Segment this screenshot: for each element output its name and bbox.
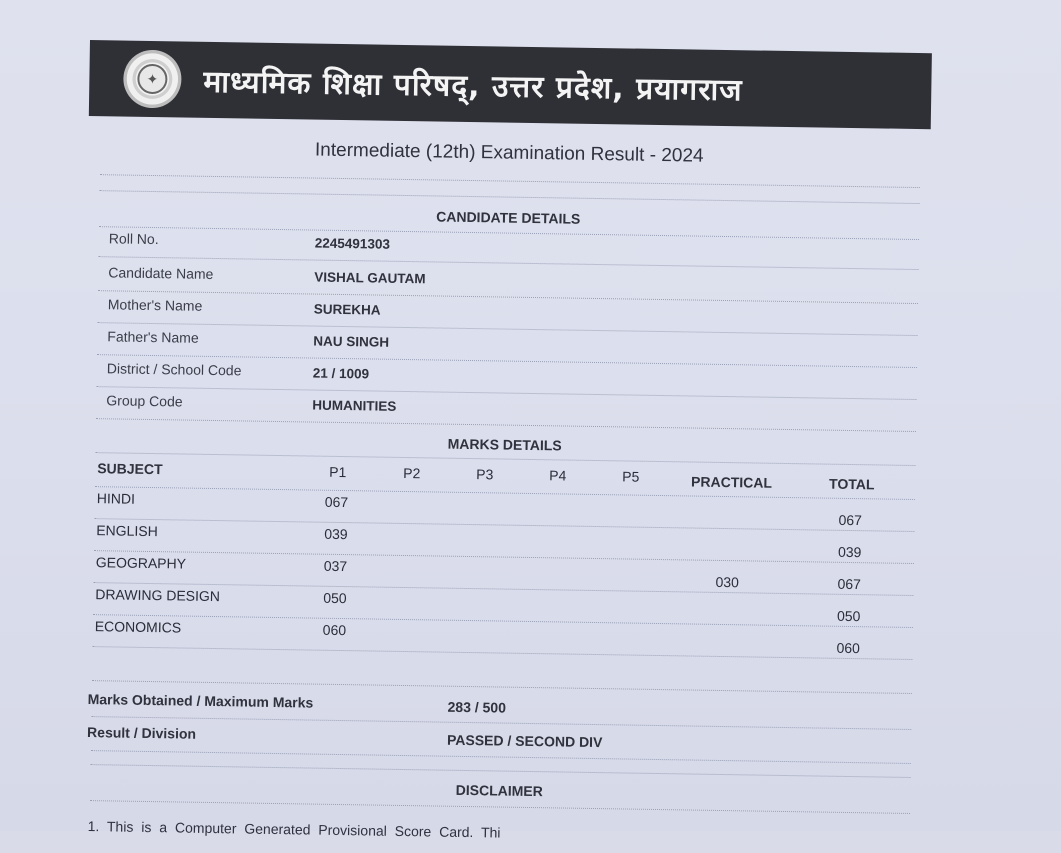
subject-cell: GEOGRAPHY bbox=[95, 554, 187, 572]
district-school-value: 21 / 1009 bbox=[312, 365, 370, 382]
subject-cell: ECONOMICS bbox=[94, 618, 182, 636]
marks-obtained-label: Marks Obtained / Maximum Marks bbox=[87, 691, 314, 711]
divider bbox=[100, 190, 920, 204]
group-code-value: HUMANITIES bbox=[312, 397, 397, 414]
disclaimer-title: DISCLAIMER bbox=[455, 781, 543, 800]
subject-cell: DRAWING DESIGN bbox=[95, 586, 221, 605]
father-name-value: NAU SINGH bbox=[313, 333, 390, 350]
total-cell: 060 bbox=[836, 639, 861, 657]
subject-cell: HINDI bbox=[96, 490, 136, 507]
column-header: TOTAL bbox=[828, 475, 875, 493]
divider bbox=[100, 174, 920, 188]
p1-cell: 060 bbox=[322, 621, 347, 639]
result-sheet bbox=[77, 40, 931, 853]
column-header: P5 bbox=[622, 468, 640, 485]
marks-obtained-value: 283 / 500 bbox=[447, 698, 507, 716]
mother-name-value: SUREKHA bbox=[313, 301, 381, 318]
result-division-label: Result / Division bbox=[87, 724, 197, 742]
board-name: माध्यमिक शिक्षा परिषद्, उत्तर प्रदेश, प्रयागराज bbox=[203, 64, 743, 108]
column-header: PRACTICAL bbox=[691, 473, 773, 491]
p1-cell: 039 bbox=[324, 525, 348, 543]
disclaimer-text: 1. This is a Computer Generated Provisional Score Card. Thi bbox=[87, 818, 501, 841]
field-label: Roll No. bbox=[108, 230, 159, 248]
candidate-name-value: VISHAL GAUTAM bbox=[314, 269, 426, 287]
total-cell: 067 bbox=[837, 575, 862, 593]
column-header: SUBJECT bbox=[97, 460, 163, 478]
p1-cell: 037 bbox=[323, 557, 348, 575]
field-label: Mother's Name bbox=[107, 296, 203, 314]
emblem-icon: ✦ bbox=[137, 64, 167, 94]
column-header: P4 bbox=[549, 467, 567, 484]
column-header: P3 bbox=[476, 466, 494, 483]
field-label: Group Code bbox=[106, 392, 183, 410]
header-bar bbox=[89, 40, 932, 129]
column-header: P2 bbox=[403, 464, 421, 482]
roll-no-value: 2245491303 bbox=[314, 235, 391, 252]
marks-section-title: MARKS DETAILS bbox=[447, 435, 562, 454]
candidate-section-title: CANDIDATE DETAILS bbox=[436, 208, 581, 227]
exam-title: Intermediate (12th) Examination Result - 2024 bbox=[314, 139, 704, 167]
total-cell: 039 bbox=[837, 543, 862, 561]
field-label: Candidate Name bbox=[108, 264, 214, 282]
total-cell: 050 bbox=[836, 607, 861, 625]
subject-cell: ENGLISH bbox=[96, 522, 158, 540]
field-label: District / School Code bbox=[106, 360, 242, 379]
p1-cell: 067 bbox=[324, 493, 349, 511]
board-logo-icon bbox=[123, 50, 182, 109]
result-division-value: PASSED / SECOND DIV bbox=[446, 731, 603, 751]
practical-cell: 030 bbox=[715, 573, 740, 591]
divider bbox=[91, 764, 911, 778]
total-cell: 067 bbox=[838, 511, 863, 529]
column-header: P1 bbox=[329, 463, 347, 481]
field-label: Father's Name bbox=[107, 328, 199, 346]
p1-cell: 050 bbox=[323, 589, 347, 607]
